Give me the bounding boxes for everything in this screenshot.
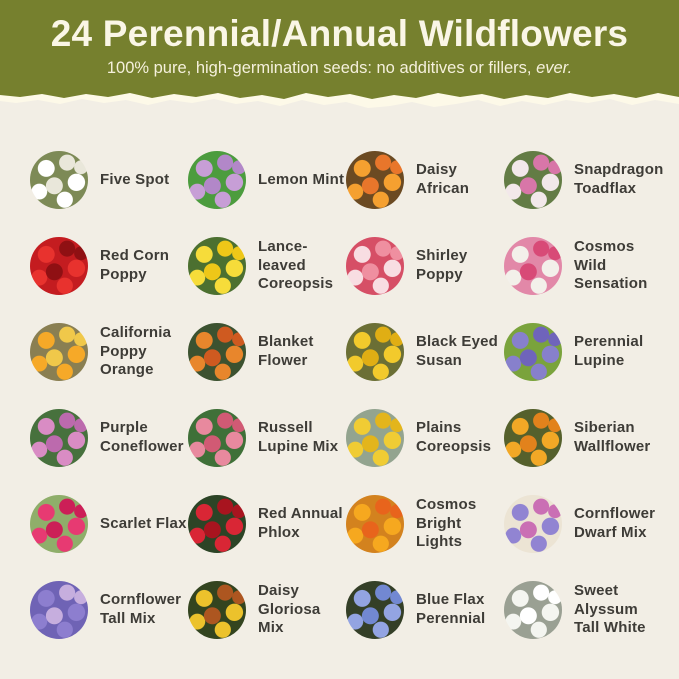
flower-item [346, 309, 504, 395]
flower-photo [504, 151, 562, 209]
flower-photo [188, 409, 246, 467]
flower-item [188, 309, 346, 395]
page-title: 24 Perennial/Annual Wildflowers [50, 13, 629, 54]
flower-name: Plains Coreopsis [416, 419, 492, 455]
flower-name: Black Eyed Susan [416, 333, 499, 369]
flower-item [30, 223, 188, 309]
flower-photo [30, 323, 88, 381]
flower-item [30, 395, 188, 481]
flower-photo [188, 495, 246, 553]
flower-photo [346, 237, 404, 295]
flower-name: Siberian Wallflower [574, 419, 651, 455]
flower-name: Red Annual Phlox [258, 505, 343, 541]
flower-photo [504, 237, 562, 295]
flower-photo [346, 495, 404, 553]
torn-paper-edge [0, 87, 679, 111]
flower-name: Cosmos Bright Lights [416, 495, 477, 551]
flower-photo [30, 409, 88, 467]
flower-grid [0, 111, 679, 653]
flower-photo [30, 581, 88, 639]
flower-item [504, 309, 662, 395]
flower-name: Five Spot [100, 170, 170, 188]
flower-item [346, 481, 504, 567]
flower-name: Blanket Flower [258, 333, 314, 369]
flower-photo [346, 323, 404, 381]
flower-photo [504, 409, 562, 467]
flower-photo [30, 495, 88, 553]
flower-item [188, 395, 346, 481]
flower-name: Red Corn Poppy [100, 247, 170, 283]
flower-photo [30, 151, 88, 209]
flower-photo [30, 237, 88, 295]
flower-name: Blue Flax Perennial [416, 591, 486, 627]
flower-name: Cosmos Wild Sensation [574, 237, 648, 293]
header-banner [0, 0, 679, 88]
flower-item [188, 137, 346, 223]
flower-photo [346, 581, 404, 639]
flower-name: Cornflower Tall Mix [100, 591, 182, 627]
flower-name: Russell Lupine Mix [258, 419, 339, 455]
flower-item [30, 137, 188, 223]
flower-item [30, 309, 188, 395]
flower-item [188, 567, 346, 653]
flower-name: Daisy Gloriosa Mix [258, 581, 321, 637]
flower-name: Shirley Poppy [416, 247, 468, 283]
flower-item [346, 395, 504, 481]
flower-item [188, 223, 346, 309]
flower-item [346, 137, 504, 223]
flower-item [346, 567, 504, 653]
flower-item [346, 223, 504, 309]
flower-photo [346, 409, 404, 467]
subtitle-emphasis: ever. [536, 59, 573, 77]
flower-name: Lemon Mint [258, 170, 345, 188]
flower-item [504, 481, 662, 567]
flower-name: Scarlet Flax [100, 514, 187, 532]
flower-name: California Poppy Orange [100, 323, 172, 379]
flower-photo [188, 151, 246, 209]
flower-item [30, 481, 188, 567]
flower-photo [504, 323, 562, 381]
flower-name: Daisy African [416, 161, 470, 197]
flower-name: Snapdragon Toadflax [574, 161, 664, 197]
flower-name: Perennial Lupine [574, 333, 644, 369]
flower-photo [188, 237, 246, 295]
flower-photo [504, 581, 562, 639]
flower-photo [346, 151, 404, 209]
flower-item [504, 567, 662, 653]
flower-name: Cornflower Dwarf Mix [574, 505, 656, 541]
flower-name: Purple Coneflower [100, 419, 184, 455]
flower-name: Lance-leaved Coreopsis [258, 237, 334, 293]
flower-item [30, 567, 188, 653]
flower-item [188, 481, 346, 567]
flower-item [504, 223, 662, 309]
flower-name: Sweet Alyssum Tall White [574, 581, 646, 637]
flower-item [504, 395, 662, 481]
flower-photo [188, 581, 246, 639]
page-subtitle [0, 59, 679, 78]
flower-photo [504, 495, 562, 553]
subtitle-text: 100% pure, high-germination seeds: no additives or fillers, [106, 59, 537, 77]
flower-photo [188, 323, 246, 381]
flower-item [504, 137, 662, 223]
